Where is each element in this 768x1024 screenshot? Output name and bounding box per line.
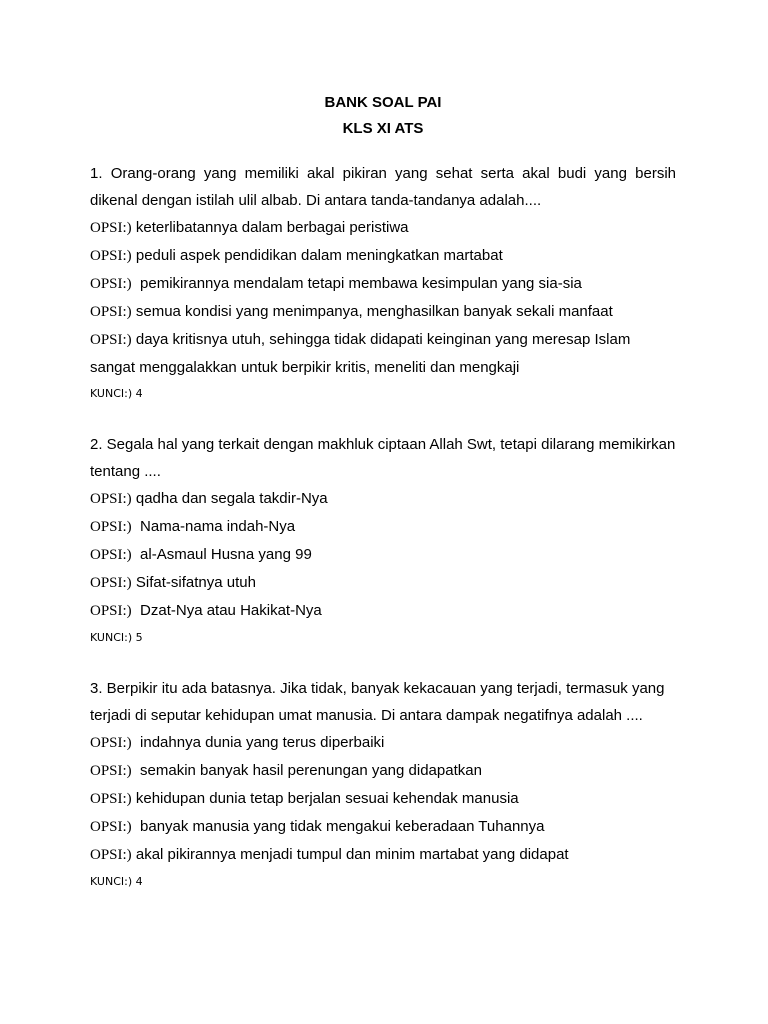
option-text: Sifat-sifatnya utuh <box>131 574 256 591</box>
option-label: OPSI:) <box>90 819 132 835</box>
option <box>90 214 676 242</box>
option-label: OPSI:) <box>90 791 132 807</box>
option <box>90 541 676 569</box>
option-label: OPSI:) <box>90 332 132 348</box>
option-text: kehidupan dunia tetap berjalan sesuai kehendak manusia <box>131 790 519 807</box>
option <box>90 270 676 298</box>
question-stem: 1. Orang-orang yang memiliki akal pikiran yang sehat serta akal budi yang bersih dikenal dengan istilah ulil albab. Di antara tanda-tandanya adalah.... <box>90 165 676 209</box>
option-label: OPSI:) <box>90 519 132 535</box>
option-text: peduli aspek pendidikan dalam meningkatkan martabat <box>131 247 503 264</box>
option-label: OPSI:) <box>90 763 132 779</box>
question-stem: 2. Segala hal yang terkait dengan makhluk ciptaan Allah Swt, tetapi dilarang memikirkan tentang .... <box>90 436 676 480</box>
option-label: OPSI:) <box>90 735 132 751</box>
option-text: indahnya dunia yang terus diperbaiki <box>131 734 385 751</box>
option <box>90 298 676 326</box>
question-stem: 3. Berpikir itu ada batasnya. Jika tidak, banyak kekacauan yang terjadi, termasuk yang terjadi di seputar kehidupan umat manusia. Di antara dampak negatifnya adalah .... <box>90 680 665 724</box>
option <box>90 729 676 757</box>
document-page <box>90 90 676 919</box>
option <box>90 813 676 841</box>
option <box>90 485 676 513</box>
answer-key: KUNCI:) 4 <box>90 387 143 400</box>
option-label: OPSI:) <box>90 847 132 863</box>
option-label: OPSI:) <box>90 491 132 507</box>
option-label: OPSI:) <box>90 575 132 591</box>
document-title: BANK SOAL PAI <box>324 94 442 111</box>
option-label: OPSI:) <box>90 276 132 292</box>
option-label: OPSI:) <box>90 248 132 264</box>
option-text: Dzat-Nya atau Hakikat-Nya <box>131 602 322 619</box>
option-text: pemikirannya mendalam tetapi membawa kesimpulan yang sia-sia <box>131 275 582 292</box>
option-text: al-Asmaul Husna yang 99 <box>131 546 312 563</box>
option <box>90 757 676 785</box>
option <box>90 597 676 625</box>
option-label: OPSI:) <box>90 603 132 619</box>
option-label: OPSI:) <box>90 220 132 236</box>
option <box>90 841 676 869</box>
question-3 <box>90 675 676 895</box>
option <box>90 569 676 597</box>
question-1 <box>90 160 676 407</box>
answer-key: KUNCI:) 4 <box>90 875 143 888</box>
option-text: daya kritisnya utuh, sehingga tidak didapati keinginan yang meresap Islam sangat menggalakkan untuk berpikir kritis, meneliti dan mengkaji <box>90 331 635 376</box>
option <box>90 785 676 813</box>
option-text: Nama-nama indah-Nya <box>131 518 296 535</box>
option-label: OPSI:) <box>90 304 132 320</box>
option <box>90 513 676 541</box>
option-text: banyak manusia yang tidak mengakui keberadaan Tuhannya <box>131 818 545 835</box>
answer-key: KUNCI:) 5 <box>90 631 143 644</box>
option-text: qadha dan segala takdir-Nya <box>131 490 328 507</box>
option <box>90 326 676 381</box>
option-text: akal pikirannya menjadi tumpul dan minim martabat yang didapat <box>131 846 569 863</box>
option <box>90 242 676 270</box>
document-subtitle: KLS XI ATS <box>342 120 424 137</box>
option-text: keterlibatannya dalam berbagai peristiwa <box>131 219 409 236</box>
question-2 <box>90 431 676 651</box>
option-text: semakin banyak hasil perenungan yang didapatkan <box>131 762 482 779</box>
option-text: semua kondisi yang menimpanya, menghasilkan banyak sekali manfaat <box>131 303 613 320</box>
option-label: OPSI:) <box>90 547 132 563</box>
